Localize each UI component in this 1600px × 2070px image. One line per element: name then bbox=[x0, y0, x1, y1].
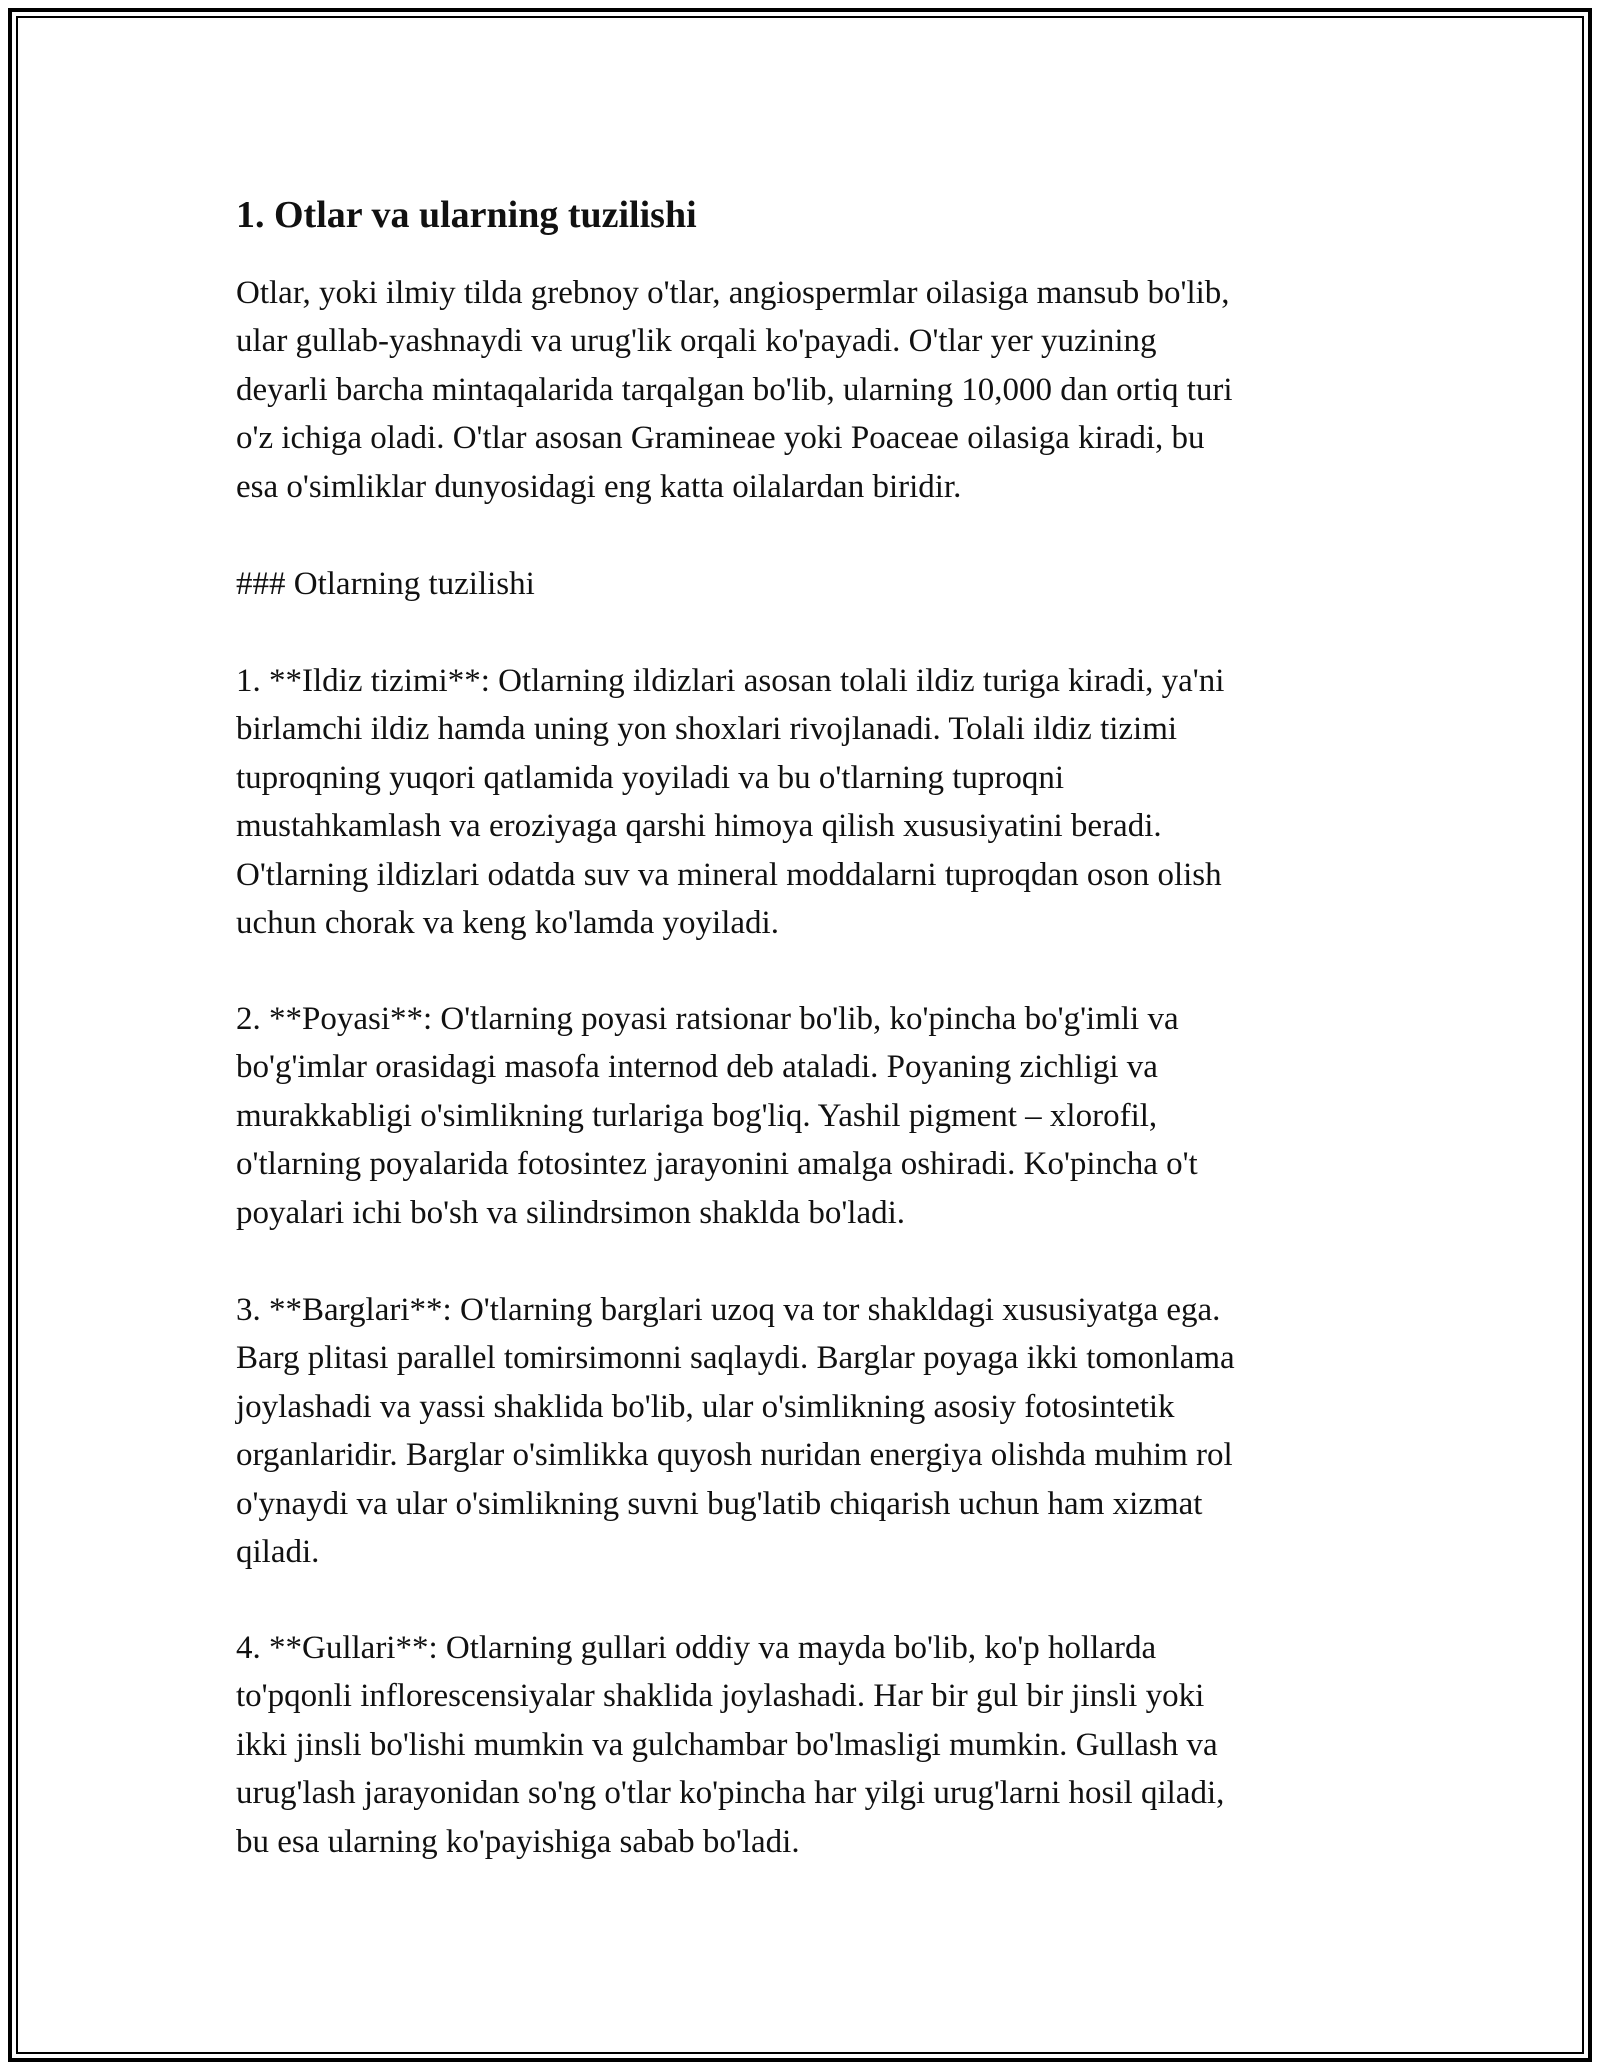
text-line: bu esa ularning ko'payishiga sabab bo'ladi. bbox=[236, 1823, 800, 1860]
text-line: 2. **Poyasi**: O'tlarning poyasi ratsionar bo'lib, ko'pincha bo'g'imli va bbox=[236, 1001, 1179, 1037]
text-line: Barg plitasi parallel tomirsimonni saqlaydi. Barglar poyaga ikki tomonlama bbox=[236, 1340, 1235, 1377]
text-line: deyarli barcha mintaqalarida tarqalgan bo'lib, ularning 10,000 dan ortiq turi bbox=[236, 371, 1233, 408]
text-line: poyalari ichi bo'sh va silindrsimon shaklda bo'ladi. bbox=[236, 1194, 906, 1231]
text-line: joylashadi va yassi shaklida bo'lib, ular o'simlikning asosiy fotosintetik bbox=[236, 1388, 1175, 1425]
text-line: ### Otlarning tuzilishi bbox=[236, 566, 535, 602]
text-line: ikki jinsli bo'lishi mumkin va gulchambar bo'lmasligi mumkin. Gullash va bbox=[236, 1726, 1218, 1763]
text-line: 1. **Ildiz tizimi**: Otlarning ildizlari asosan tolali ildiz turiga kiradi, ya'ni bbox=[236, 663, 1225, 699]
text-line: O'tlarning ildizlari odatda suv va mineral moddalarni tuproqdan oson olish bbox=[236, 856, 1222, 893]
text-line: esa o'simliklar dunyosidagi eng katta oilalardan biridir. bbox=[236, 468, 962, 505]
text-line: o'ynaydi va ular o'simlikning suvni bug'latib chiqarish uchun ham xizmat bbox=[236, 1485, 1203, 1522]
text-line: tuproqning yuqori qatlamida yoyiladi va bu o'tlarning tuproqni bbox=[236, 759, 1065, 796]
text-line: o'z ichiga oladi. O'tlar asosan Gramineae yoki Poaceae oilasiga kiradi, bu bbox=[236, 420, 1205, 457]
text-line: organlaridir. Barglar o'simlikka quyosh nuridan energiya olishda muhim rol bbox=[236, 1437, 1233, 1474]
paragraph-leaves bbox=[236, 1286, 1376, 1576]
paragraph-roots bbox=[236, 657, 1376, 947]
paragraph-stem bbox=[236, 995, 1376, 1237]
text-line: uchun chorak va keng ko'lamda yoyiladi. bbox=[236, 904, 779, 941]
document-body bbox=[236, 185, 1376, 1860]
text-line: ular gullab-yashnaydi va urug'lik orqali ko'payadi. O'tlar yer yuzining bbox=[236, 323, 1157, 360]
text-line: qiladi. bbox=[236, 1533, 320, 1570]
text-line: Otlar, yoki ilmiy tilda grebnoy o'tlar, angiospermlar oilasiga mansub bo'lib, bbox=[236, 275, 1230, 311]
document-title: 1. Otlar va ularning tuzilishi bbox=[236, 194, 697, 236]
text-line: urug'lash jarayonidan so'ng o'tlar ko'pincha har yilgi urug'larni hosil qiladi, bbox=[236, 1775, 1225, 1812]
text-line: birlamchi ildiz hamda uning yon shoxlari rivojlanadi. Tolali ildiz tizimi bbox=[236, 711, 1178, 748]
text-line: bo'g'imlar orasidagi masofa internod deb ataladi. Poyaning zichligi va bbox=[236, 1049, 1158, 1086]
paragraph-intro bbox=[236, 269, 1376, 511]
text-line: 4. **Gullari**: Otlarning gullari oddiy va mayda bo'lib, ko'p hollarda bbox=[236, 1630, 1157, 1666]
section-heading bbox=[236, 560, 1376, 608]
text-line: murakkabligi o'simlikning turlariga bog'liq. Yashil pigment – xlorofil, bbox=[236, 1097, 1158, 1134]
text-line: mustahkamlash va eroziyaga qarshi himoya qilish xususiyatini beradi. bbox=[236, 808, 1162, 845]
paragraph-flowers bbox=[236, 1624, 1376, 1866]
text-line: 3. **Barglari**: O'tlarning barglari uzoq va tor shakldagi xususiyatga ega. bbox=[236, 1292, 1221, 1328]
text-line: o'tlarning poyalarida fotosintez jarayonini amalga oshiradi. Ko'pincha o't bbox=[236, 1146, 1198, 1183]
text-line: to'pqonli inflorescensiyalar shaklida joylashadi. Har bir gul bir jinsli yoki bbox=[236, 1678, 1205, 1715]
